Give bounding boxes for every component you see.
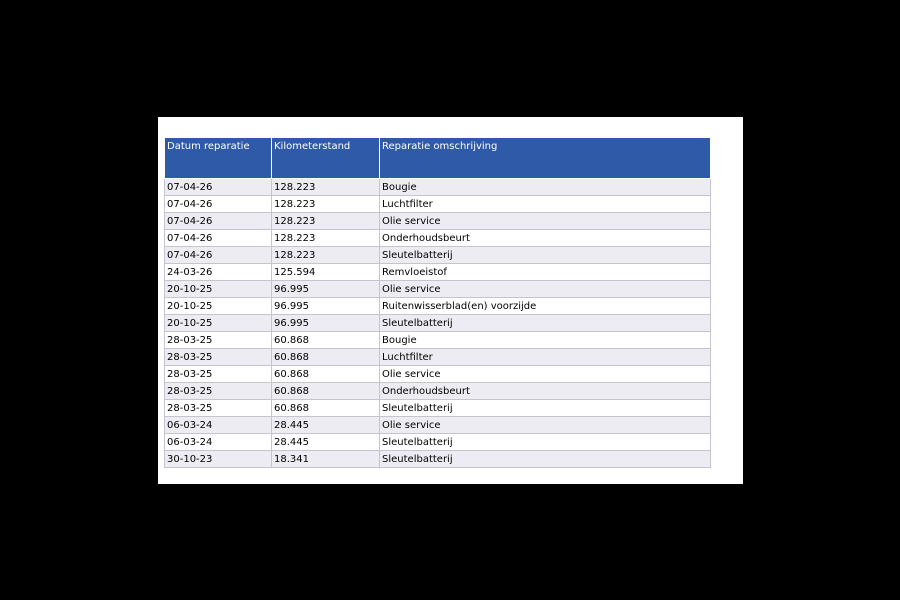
mileage-cell: 60.868 <box>272 332 380 349</box>
mileage-cell: 96.995 <box>272 315 380 332</box>
mileage-cell: 128.223 <box>272 196 380 213</box>
repair-date-cell: 24-03-26 <box>165 264 272 281</box>
repair-date-cell: 28-03-25 <box>165 383 272 400</box>
repair-description-cell: Sleutelbatterij <box>380 451 711 468</box>
repair-date-cell: 20-10-25 <box>165 281 272 298</box>
repair-date-cell: 28-03-25 <box>165 332 272 349</box>
repair-description-cell: Olie service <box>380 366 711 383</box>
repair-date-cell: 28-03-25 <box>165 349 272 366</box>
repair-date-cell: 07-04-26 <box>165 179 272 196</box>
repair-date-cell: 07-04-26 <box>165 213 272 230</box>
mileage-cell: 128.223 <box>272 179 380 196</box>
table-row <box>165 196 711 213</box>
repair-description-cell: Luchtfilter <box>380 196 711 213</box>
repair-description-cell: Sleutelbatterij <box>380 400 711 417</box>
mileage-cell: 128.223 <box>272 230 380 247</box>
table-row <box>165 451 711 468</box>
repair-date-cell: 07-04-26 <box>165 230 272 247</box>
mileage-cell: 18.341 <box>272 451 380 468</box>
table-row <box>165 213 711 230</box>
table-row <box>165 298 711 315</box>
mileage-cell: 128.223 <box>272 247 380 264</box>
repair-description-cell: Remvloeistof <box>380 264 711 281</box>
mileage-cell: 28.445 <box>272 434 380 451</box>
table-row <box>165 383 711 400</box>
mileage-cell: 28.445 <box>272 417 380 434</box>
repair-date-cell: 07-04-26 <box>165 196 272 213</box>
mileage-cell: 96.995 <box>272 298 380 315</box>
repair-history-table <box>164 137 711 468</box>
repair-description-cell: Onderhoudsbeurt <box>380 230 711 247</box>
repair-date-cell: 20-10-25 <box>165 298 272 315</box>
mileage-cell: 96.995 <box>272 281 380 298</box>
repair-description-cell: Onderhoudsbeurt <box>380 383 711 400</box>
mileage-cell: 60.868 <box>272 349 380 366</box>
table-row <box>165 247 711 264</box>
repair-description-cell: Olie service <box>380 281 711 298</box>
mileage-cell: 60.868 <box>272 400 380 417</box>
table-row <box>165 366 711 383</box>
repair-description-cell: Bougie <box>380 332 711 349</box>
repair-date-cell: 30-10-23 <box>165 451 272 468</box>
mileage-cell: 60.868 <box>272 366 380 383</box>
table-row <box>165 349 711 366</box>
repair-date-cell: 06-03-24 <box>165 417 272 434</box>
table-row <box>165 434 711 451</box>
table-row <box>165 400 711 417</box>
repair-date-cell: 07-04-26 <box>165 247 272 264</box>
repair-description-cell: Olie service <box>380 213 711 230</box>
table-row <box>165 332 711 349</box>
mileage-cell: 128.223 <box>272 213 380 230</box>
mileage-cell: 125.594 <box>272 264 380 281</box>
table-row <box>165 281 711 298</box>
repair-description-cell: Olie service <box>380 417 711 434</box>
repair-date-cell: 20-10-25 <box>165 315 272 332</box>
table-row <box>165 417 711 434</box>
repair-description-cell: Sleutelbatterij <box>380 315 711 332</box>
header-repair-date: Datum reparatie <box>165 138 272 179</box>
table-row <box>165 230 711 247</box>
repair-description-cell: Luchtfilter <box>380 349 711 366</box>
repair-description-cell: Bougie <box>380 179 711 196</box>
table-header-row <box>165 138 711 179</box>
mileage-cell: 60.868 <box>272 383 380 400</box>
document-page <box>158 117 743 484</box>
repair-date-cell: 28-03-25 <box>165 400 272 417</box>
repair-date-cell: 28-03-25 <box>165 366 272 383</box>
table-body <box>165 179 711 468</box>
table-row <box>165 315 711 332</box>
header-mileage: Kilometerstand <box>272 138 380 179</box>
repair-description-cell: Sleutelbatterij <box>380 434 711 451</box>
repair-description-cell: Sleutelbatterij <box>380 247 711 264</box>
table-row <box>165 264 711 281</box>
table-row <box>165 179 711 196</box>
repair-description-cell: Ruitenwisserblad(en) voorzijde <box>380 298 711 315</box>
header-repair-description: Reparatie omschrijving <box>380 138 711 179</box>
repair-date-cell: 06-03-24 <box>165 434 272 451</box>
